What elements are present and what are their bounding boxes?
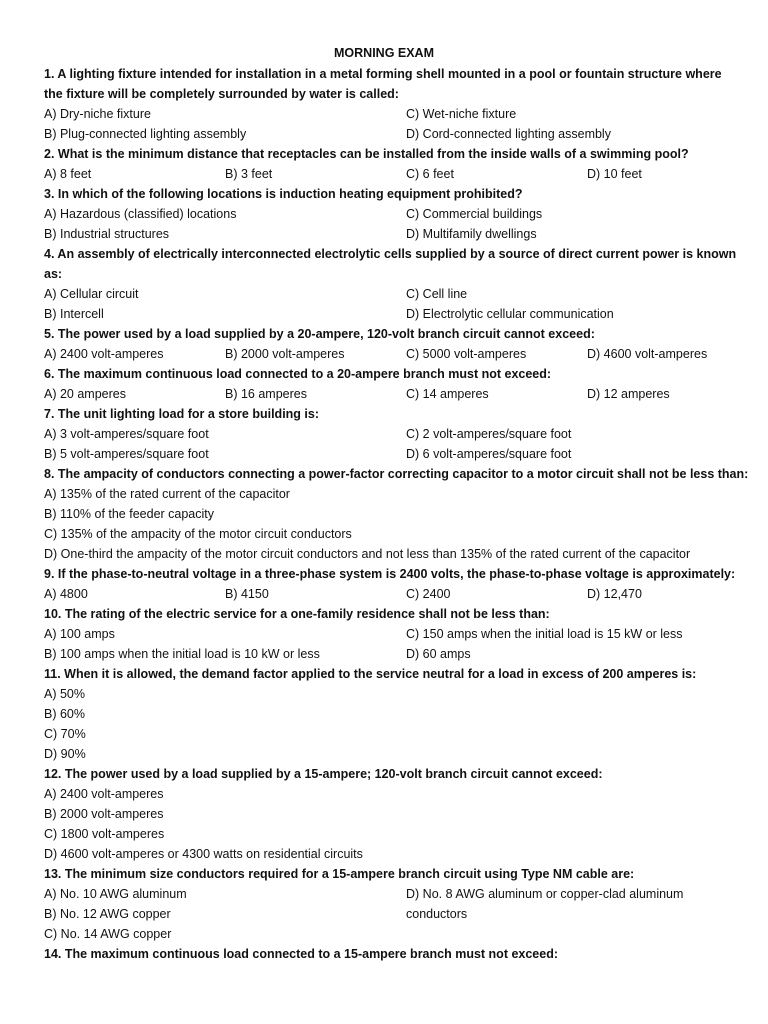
answer-option: B) Plug-connected lighting assembly	[44, 127, 247, 141]
answer-option: A) 2400 volt-amperes	[44, 787, 164, 801]
page-title: MORNING EXAM	[334, 46, 434, 60]
answer-option: A) 20 amperes	[44, 387, 126, 401]
answer-option: A) 2400 volt-amperes	[44, 347, 164, 361]
answer-option: A) 3 volt-amperes/square foot	[44, 427, 209, 441]
answer-option: D) 6 volt-amperes/square foot	[406, 447, 572, 461]
question-text: 5. The power used by a load supplied by a 20-ampere, 120-volt branch circuit cannot exceed:	[44, 327, 595, 341]
answer-option: B) 100 amps when the initial load is 10 kW or less	[44, 647, 320, 661]
question-text: 1. A lighting fixture intended for installation in a metal forming shell mounted in a pool or fountain structure where	[44, 67, 722, 81]
answer-option: B) No. 12 AWG copper	[44, 907, 171, 921]
answer-option: D) 60 amps	[406, 647, 471, 661]
answer-option: A) 135% of the rated current of the capacitor	[44, 487, 290, 501]
answer-option: C) 6 feet	[406, 167, 454, 181]
question-text: 3. In which of the following locations is induction heating equipment prohibited?	[44, 187, 523, 201]
question-text: 9. If the phase-to-neutral voltage in a three-phase system is 2400 volts, the phase-to-phase voltage is approximately:	[44, 567, 736, 581]
answer-option: C) Cell line	[406, 287, 468, 301]
answer-option: D) Electrolytic cellular communication	[406, 307, 614, 321]
answer-option: B) 2000 volt-amperes	[44, 807, 164, 821]
answer-option: B) 3 feet	[225, 167, 273, 181]
question-text: 8. The ampacity of conductors connecting a power-factor correcting capacitor to a motor circuit shall not be less than:	[44, 467, 749, 481]
answer-option: D) 12,470	[587, 587, 642, 601]
answer-option: D) 10 feet	[587, 167, 642, 181]
answer-option: A) Hazardous (classified) locations	[44, 207, 237, 221]
question-text: as:	[44, 267, 63, 281]
answer-option: B) 4150	[225, 587, 269, 601]
answer-option: C) Wet-niche fixture	[406, 107, 517, 121]
answer-option: C) Commercial buildings	[406, 207, 543, 221]
answer-option: D) Multifamily dwellings	[406, 227, 537, 241]
answer-option: B) 110% of the feeder capacity	[44, 507, 215, 521]
answer-option: conductors	[406, 907, 468, 921]
answer-option: C) 1800 volt-amperes	[44, 827, 165, 841]
answer-option: A) 4800	[44, 587, 88, 601]
answer-option: C) 2400	[406, 587, 451, 601]
answer-option: C) 135% of the ampacity of the motor circuit conductors	[44, 527, 352, 541]
question-text: 11. When it is allowed, the demand factor applied to the service neutral for a load in excess of 200 amperes is:	[44, 667, 697, 681]
question-text: 7. The unit lighting load for a store building is:	[44, 407, 319, 421]
answer-option: C) 14 amperes	[406, 387, 489, 401]
answer-option: A) 50%	[44, 687, 85, 701]
answer-option: D) One-third the ampacity of the motor circuit conductors and not less than 135% of the rated current of the capacitor	[44, 547, 691, 561]
answer-option: B) 60%	[44, 707, 85, 721]
answer-option: A) No. 10 AWG aluminum	[44, 887, 187, 901]
answer-option: B) 2000 volt-amperes	[225, 347, 345, 361]
answer-option: B) 5 volt-amperes/square foot	[44, 447, 209, 461]
answer-option: A) Cellular circuit	[44, 287, 139, 301]
question-text: 4. An assembly of electrically interconnected electrolytic cells supplied by a source of direct current power is known	[44, 247, 737, 261]
answer-option: D) 90%	[44, 747, 86, 761]
answer-option: B) 16 amperes	[225, 387, 307, 401]
question-text: 10. The rating of the electric service for a one-family residence shall not be less than:	[44, 607, 550, 621]
question-text: 2. What is the minimum distance that receptacles can be installed from the inside walls of a swimming pool?	[44, 147, 689, 161]
answer-option: C) 150 amps when the initial load is 15 kW or less	[406, 627, 683, 641]
question-text: 13. The minimum size conductors required for a 15-ampere branch circuit using Type NM cable are:	[44, 867, 635, 881]
answer-option: D) 4600 volt-amperes or 4300 watts on residential circuits	[44, 847, 363, 861]
answer-option: C) No. 14 AWG copper	[44, 927, 172, 941]
answer-option: A) 8 feet	[44, 167, 92, 181]
question-text: 12. The power used by a load supplied by a 15-ampere; 120-volt branch circuit cannot exceed:	[44, 767, 603, 781]
answer-option: B) Intercell	[44, 307, 104, 321]
question-text: 6. The maximum continuous load connected to a 20-ampere branch must not exceed:	[44, 367, 552, 381]
answer-option: D) 4600 volt-amperes	[587, 347, 708, 361]
answer-option: A) Dry-niche fixture	[44, 107, 151, 121]
answer-option: D) No. 8 AWG aluminum or copper-clad aluminum	[406, 887, 684, 901]
answer-option: B) Industrial structures	[44, 227, 170, 241]
answer-option: C) 2 volt-amperes/square foot	[406, 427, 572, 441]
answer-option: D) Cord-connected lighting assembly	[406, 127, 611, 141]
question-text: 14. The maximum continuous load connected to a 15-ampere branch must not exceed:	[44, 947, 559, 961]
answer-option: A) 100 amps	[44, 627, 115, 641]
question-text: the fixture will be completely surrounded by water is called:	[44, 87, 399, 101]
answer-option: D) 12 amperes	[587, 387, 670, 401]
answer-option: C) 5000 volt-amperes	[406, 347, 527, 361]
answer-option: C) 70%	[44, 727, 86, 741]
